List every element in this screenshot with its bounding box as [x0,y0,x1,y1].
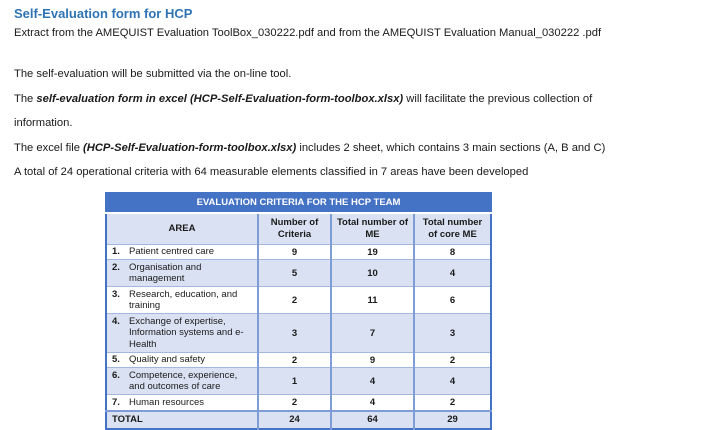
table-row [106,314,491,353]
total-me-cell: 9 [331,352,414,368]
paragraph-text: The excel file [14,141,84,154]
paragraph-text: The [14,92,37,105]
total-me-cell: 7 [331,314,414,353]
paragraph-text: A total of 24 operational criteria with 64 measurable elements classified in 7 areas have been developed [14,166,529,179]
area-cell [106,244,258,260]
paragraph-text: will facilitate the previous collection of [403,92,593,105]
table-row [106,368,491,395]
core-me-cell: 4 [414,368,491,395]
criteria-count-cell: 2 [258,352,331,368]
area-cell [106,368,258,395]
criteria-count-cell: 2 [258,395,331,411]
core-me-cell: 4 [414,260,491,287]
paragraph-criteria-summary [14,160,710,185]
core-me-cell: 3 [414,314,491,353]
total-row [106,411,491,429]
area-name: Exchange of expertise, Information systems and e-Health [129,315,244,350]
area-cell [106,395,258,411]
table-header-row [106,213,491,245]
row-number: 5. [112,354,120,366]
criteria-count-cell: 2 [258,287,331,314]
filename-emphasis: (HCP-Self-Evaluation-form-toolbox.xlsx) [83,141,297,154]
area-name: Quality and safety [129,354,206,366]
paragraph-submission [14,62,710,87]
core-me-cell: 2 [414,395,491,411]
area-name: Competence, experience, and outcomes of care [129,369,238,393]
area-name: Organisation and management [129,261,202,285]
table-row [106,287,491,314]
area-name: Patient centred care [129,246,215,258]
table-row [106,395,491,411]
total-me-cell: 19 [331,244,414,260]
criteria-count-cell: 5 [258,260,331,287]
filename-emphasis: self-evaluation form in excel (HCP-Self-Evaluation-form-toolbox.xlsx) [36,92,404,105]
column-header-number-of-criteria: Number of Criteria [258,213,331,245]
paragraph-excel-file [14,136,710,161]
total-me-cell: 11 [331,287,414,314]
column-header-total-me: Total number of ME [331,213,414,245]
paragraph-text: includes 2 sheet, which contains 3 main sections (A, B and C) [296,141,606,154]
page-title: Self-Evaluation form for HCP [14,6,193,21]
table-title: EVALUATION CRITERIA FOR THE HCP TEAM [106,193,491,213]
column-header-area: AREA [106,213,258,245]
criteria-count-cell: 1 [258,368,331,395]
subtitle: Extract from the AMEQUIST Evaluation ToolBox_030222.pdf and from the AMEQUIST Evaluation Manual_030222 .pdf [14,27,602,39]
paragraph-text: The self-evaluation will be submitted via the on-line tool. [14,68,292,80]
paragraph-excel-form-continuation [14,111,710,136]
core-me-cell: 8 [414,244,491,260]
total-criteria-value: 24 [258,411,331,429]
row-number: 7. [112,396,120,408]
column-header-total-core-me: Total number of core ME [414,213,491,245]
row-number: 4. [112,315,120,327]
area-cell [106,352,258,368]
criteria-table-body [106,244,491,411]
paragraph-excel-form [14,87,710,112]
total-label: TOTAL [106,411,258,429]
table-row [106,352,491,368]
row-number: 1. [112,246,120,258]
area-name: Human resources [129,396,204,408]
row-number: 2. [112,261,120,273]
total-me-value: 64 [331,411,414,429]
area-cell [106,287,258,314]
body-text [14,62,710,185]
table-row [106,260,491,287]
row-number: 3. [112,288,120,300]
total-core-me-value: 29 [414,411,491,429]
area-cell [106,314,258,353]
paragraph-text: information. [14,117,73,130]
core-me-cell: 6 [414,287,491,314]
core-me-cell: 2 [414,352,491,368]
evaluation-criteria-table [105,192,492,430]
criteria-count-cell: 9 [258,244,331,260]
total-me-cell: 10 [331,260,414,287]
area-name: Research, education, and training [129,288,238,312]
row-number: 6. [112,369,120,381]
criteria-count-cell: 3 [258,314,331,353]
total-me-cell: 4 [331,368,414,395]
table-row [106,244,491,260]
table-title-row [106,193,491,213]
area-cell [106,260,258,287]
total-me-cell: 4 [331,395,414,411]
